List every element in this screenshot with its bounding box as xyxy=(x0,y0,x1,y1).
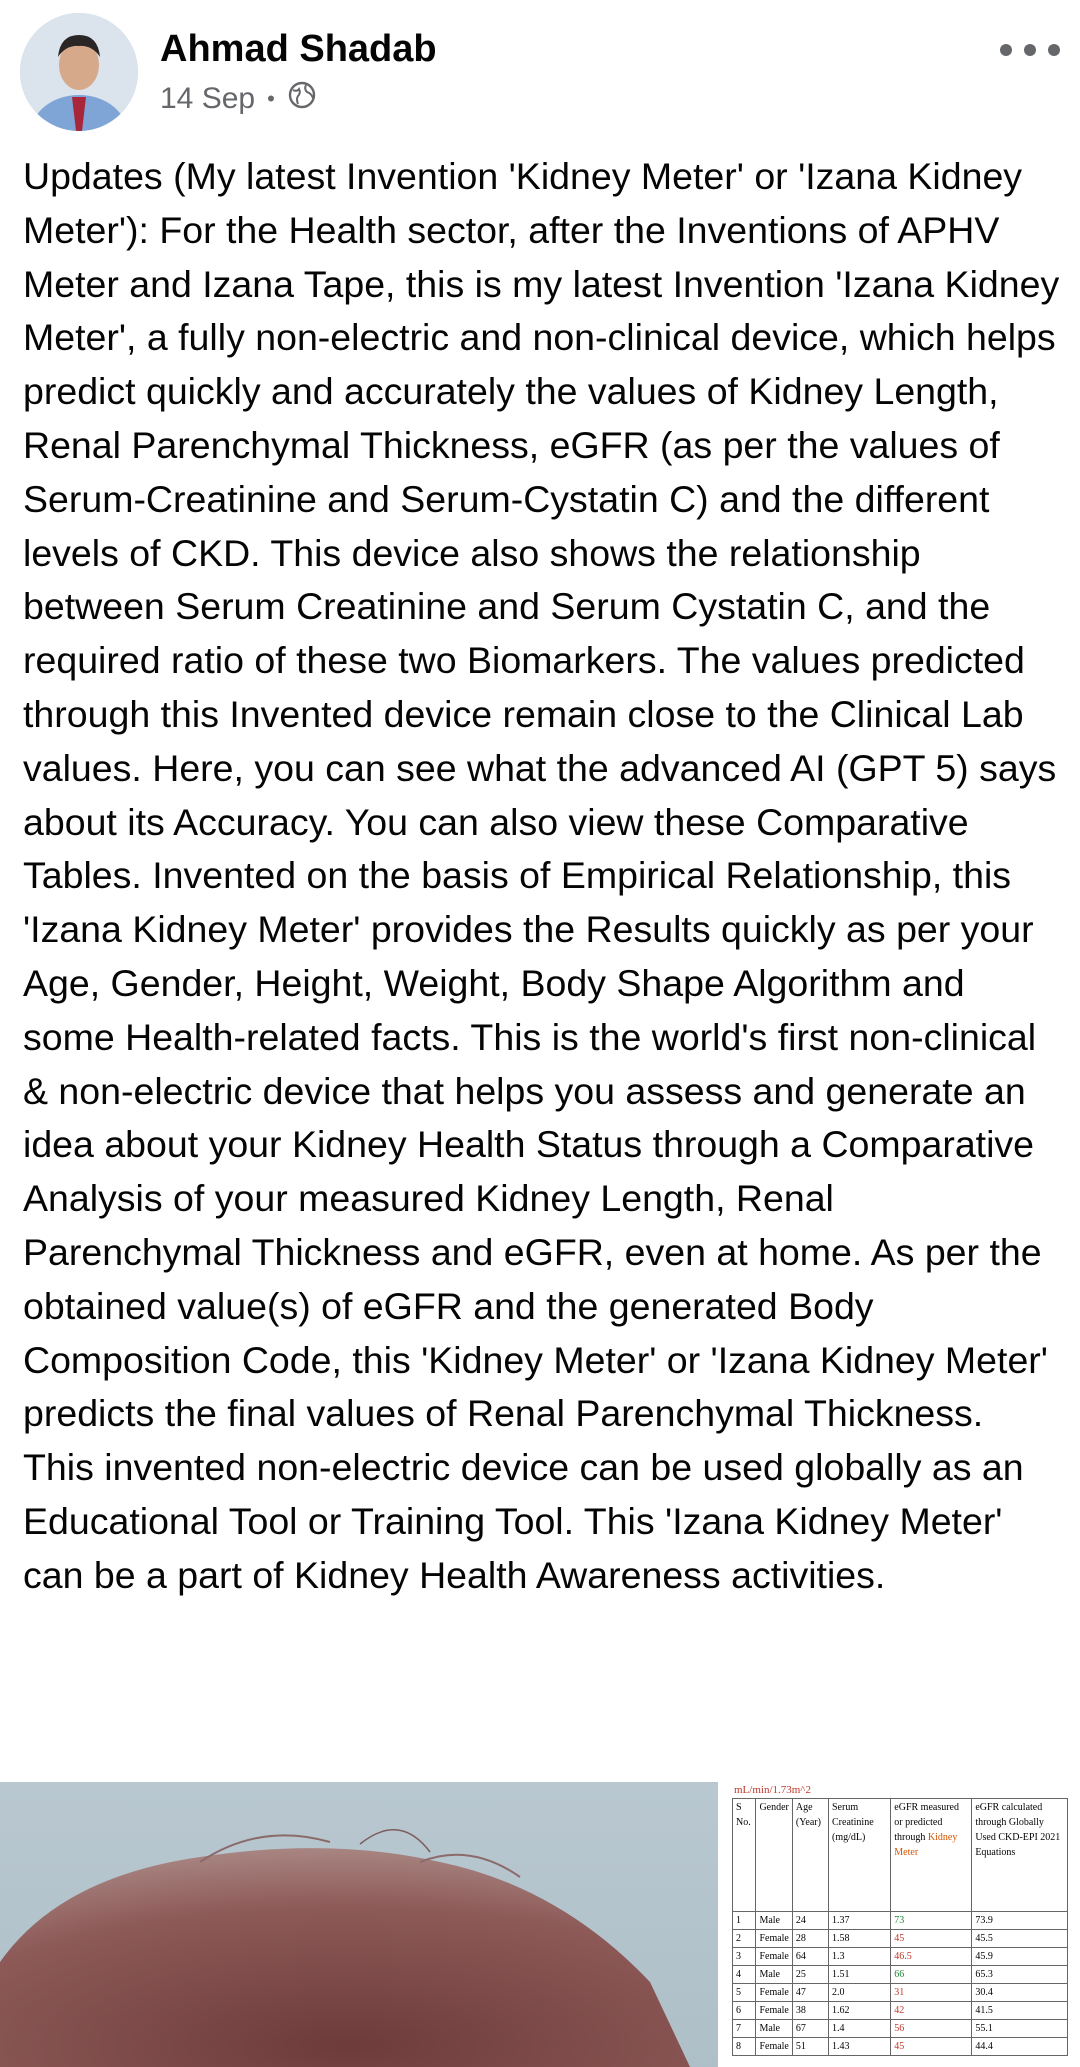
cell-creatinine: 1.4 xyxy=(829,2020,891,2038)
cell-gender: Female xyxy=(756,1984,792,2002)
cell-egfr-meter: 66 xyxy=(891,1966,972,1984)
cell-egfr-ckd: 65.3 xyxy=(972,1966,1068,1984)
table-row xyxy=(733,1948,1068,1966)
cell-creatinine: 1.51 xyxy=(829,1966,891,1984)
cell-age: 38 xyxy=(792,2002,828,2020)
cell-egfr-meter: 73 xyxy=(891,1912,972,1930)
cell-age: 51 xyxy=(792,2038,828,2056)
cell-creatinine: 2.0 xyxy=(829,1984,891,2002)
post-meta xyxy=(160,80,317,118)
col-age: Age (Year) xyxy=(792,1799,828,1912)
globe-icon[interactable] xyxy=(287,80,317,118)
table-row xyxy=(733,1930,1068,1948)
cell-egfr-meter: 45 xyxy=(891,2038,972,2056)
cell-sno: 6 xyxy=(733,2002,756,2020)
cell-sno: 7 xyxy=(733,2020,756,2038)
cell-egfr-ckd: 73.9 xyxy=(972,1912,1068,1930)
cell-creatinine: 1.58 xyxy=(829,1930,891,1948)
cell-egfr-meter: 45 xyxy=(891,1930,972,1948)
cell-creatinine: 1.37 xyxy=(829,1912,891,1930)
cell-gender: Female xyxy=(756,2002,792,2020)
cell-age: 47 xyxy=(792,1984,828,2002)
cell-egfr-ckd: 41.5 xyxy=(972,2002,1068,2020)
cell-egfr-ckd: 45.5 xyxy=(972,1930,1068,1948)
col-egfr-ckd: eGFR calculated through Globally Used CKD-EPI 2021 Equations xyxy=(972,1799,1068,1912)
cell-age: 64 xyxy=(792,1948,828,1966)
author-avatar[interactable] xyxy=(20,13,138,131)
cell-sno: 2 xyxy=(733,1930,756,1948)
cell-sno: 8 xyxy=(733,2038,756,2056)
cell-age: 28 xyxy=(792,1930,828,1948)
cell-creatinine: 1.62 xyxy=(829,2002,891,2020)
cell-egfr-meter: 42 xyxy=(891,2002,972,2020)
col-creatinine: Serum Creatinine (mg/dL) xyxy=(829,1799,891,1912)
cell-age: 25 xyxy=(792,1966,828,1984)
table-row xyxy=(733,1984,1068,2002)
cell-gender: Male xyxy=(756,2020,792,2038)
col-egfr-meter-device: Kidney Meter xyxy=(894,1832,958,1858)
col-egfr-meter xyxy=(891,1799,972,1912)
cell-sno: 3 xyxy=(733,1948,756,1966)
cell-age: 24 xyxy=(792,1912,828,1930)
table-row xyxy=(733,2020,1068,2038)
cell-creatinine: 1.43 xyxy=(829,2038,891,2056)
meta-separator: • xyxy=(267,86,275,111)
author-name[interactable]: Ahmad Shadab xyxy=(160,28,437,70)
table-row xyxy=(733,1966,1068,1984)
cell-gender: Male xyxy=(756,1966,792,1984)
cell-sno: 1 xyxy=(733,1912,756,1930)
cell-creatinine: 1.3 xyxy=(829,1948,891,1966)
cell-egfr-meter: 31 xyxy=(891,1984,972,2002)
cell-egfr-meter: 56 xyxy=(891,2020,972,2038)
col-gender: Gender xyxy=(756,1799,792,1912)
cell-gender: Female xyxy=(756,1930,792,1948)
post-text: Updates (My latest Invention 'Kidney Meter' or 'Izana Kidney Meter'): For the Health sector, after the Inventions of APHV Meter and Izana Tape, this is my latest Invention 'Izana Kidney Meter', a fully non-electric and non-clinical device, which helps predict quickly and accurately the values of Kidney Length, Renal Parenchymal Thickness, eGFR (as per the values of Serum-Creatinine and Serum-Cystatin C) and the different levels of CKD. This device also shows the relationship between Serum Creatinine and Serum Cystatin C, and the required ratio of these two Biomarkers. The values predicted through this Invented device remain close to the Clinical Lab values. Here, you can see what the advanced AI (GPT 5) says about its Accuracy. You can also view these Comparative Tables. Invented on the basis of Empirical Relationship, this 'Izana Kidney Meter' provides the Results quickly as per your Age, Gender, Height, Weight, Body Shape Algorithm and some Health-related facts. This is the world's first non-clinical & non-electric device that helps you assess and generate an idea about your Kidney Health Status through a Comparative Analysis of your measured Kidney Length, Renal Parenchymal Thickness and eGFR, even at home. As per the obtained value(s) of eGFR and the generated Body Composition Code, this 'Kidney Meter' or 'Izana Kidney Meter' predicts the final values of Renal Parenchymal Thickness. This invented non-electric device can be used globally as an Educational Tool or Training Tool. This 'Izana Kidney Meter' can be a part of Kidney Health Awareness activities. xyxy=(23,155,1070,1596)
comparative-table xyxy=(732,1798,1068,2056)
table-header-row xyxy=(733,1799,1068,1912)
post-header xyxy=(0,0,1080,160)
col-sno: S No. xyxy=(733,1799,756,1912)
cell-gender: Male xyxy=(756,1912,792,1930)
post-date[interactable]: 14 Sep xyxy=(160,82,256,115)
cell-egfr-ckd: 55.1 xyxy=(972,2020,1068,2038)
col-egfr-meter-prefix: eGFR measured or predicted through xyxy=(894,1802,959,1843)
table-unit-label: mL/min/1.73m^2 xyxy=(734,1784,811,1796)
cell-egfr-ckd: 45.9 xyxy=(972,1948,1068,1966)
cell-egfr-meter: 46.5 xyxy=(891,1948,972,1966)
post-photo[interactable] xyxy=(0,1782,718,2067)
table-row xyxy=(733,1912,1068,1930)
cell-sno: 4 xyxy=(733,1966,756,1984)
comparative-table-photo[interactable] xyxy=(722,1782,1080,2067)
cell-age: 67 xyxy=(792,2020,828,2038)
cell-egfr-ckd: 44.4 xyxy=(972,2038,1068,2056)
hair-photo xyxy=(0,1782,718,2067)
more-options-icon[interactable] xyxy=(1000,30,1060,70)
cell-sno: 5 xyxy=(733,1984,756,2002)
cell-gender: Female xyxy=(756,2038,792,2056)
table-row xyxy=(733,2002,1068,2020)
cell-egfr-ckd: 30.4 xyxy=(972,1984,1068,2002)
cell-gender: Female xyxy=(756,1948,792,1966)
avatar-photo xyxy=(20,13,138,131)
table-row xyxy=(733,2038,1068,2056)
